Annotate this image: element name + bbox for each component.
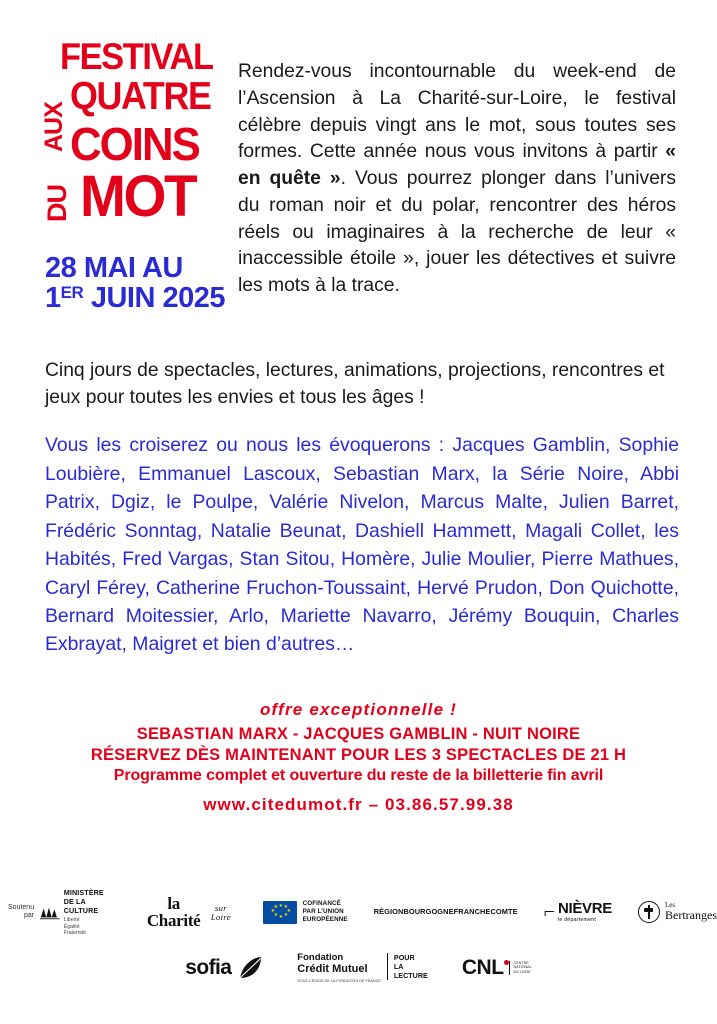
eu-line-1: COFINANCÉ [302,899,341,907]
date-line-2 [45,281,245,314]
cnl-dot-icon [504,960,509,965]
region-line-3: FRANCHE [453,907,491,917]
logo-region-bourgogne-franche-comte [374,907,518,917]
festival-dates [45,254,245,313]
cnl-subtitle [509,961,532,975]
region-line-2: BOURGOGNE [403,907,454,917]
fondation-right-line-2: LA [393,961,404,971]
fondation-line-3: SOUS L’ÉGIDE DE LA FONDATION DE FRANCE [297,978,381,983]
bertranges-line-1: Les [665,901,676,910]
nievre-mark-icon: ⌐ [543,901,555,924]
logo-cnl [462,956,532,980]
offer-contact[interactable]: www.citedumot.fr – 03.86.57.99.38 [203,795,514,814]
cnl-sub-line-3: DU LIVRE [513,969,531,974]
intro-highlight: « en quête » [238,141,676,190]
ministere-line-1: MINISTÈRE [63,888,104,897]
intro-text-part-1: Rendez-vous incontournable du week-end de l’Ascension à La Charité-sur-Loire, le festival célèbre depuis vingt ans le mot, sous toutes ses formes. Cette année nous vous invitons à partir [238,61,676,163]
fondation-right-line-3: LECTURE [393,970,428,980]
logo-les-bertranges [638,901,717,923]
special-offer-block [0,700,717,815]
fondation-pour-la-lecture [387,953,428,980]
eu-flag-icon: ★ ★ ★ ★ ★ ★ ★ ★ [263,901,297,924]
summary-paragraph: Cinq jours de spectacles, lectures, animations, projections, rencontres et jeux pour toutes les envies et tous les âges ! [45,360,665,409]
bertranges-tree-icon [638,901,660,923]
soutenu-par-label: Soutenu par [8,903,35,920]
partner-logos-row-2 [0,953,717,983]
bertranges-line-2: Bertranges [665,908,717,923]
cnl-sub-line-2: NATIONAL [513,965,532,970]
fondation-line-1: Fondation [297,951,344,963]
logo-word-festival: FESTIVAL [60,36,213,77]
marianne-icon [40,904,60,921]
sofia-leaf-icon [237,955,263,981]
eu-text [303,900,348,925]
logo-sofia [185,955,263,981]
eu-line-3: EUROPÉENNE [302,916,348,924]
date-line-1: 28 MAI AU [45,252,183,284]
intro-text-part-2: . Vous pourrez plonger dans l’univers du roman noir et du polar, rencontrer des héros réels ou imaginaires à la recherche de leur « inaccessible étoile », jouer les détectives et suivre les mots à la trace. [238,168,676,297]
logo-la-charite-sur-loire [142,895,237,929]
region-line-1: RÉGION [373,907,404,917]
logo-word-du: DU [42,185,72,222]
nievre-text [558,901,612,923]
eu-line-2: PAR L’UNION [302,908,344,916]
logo-word-mot: MOT [80,164,196,229]
logo-word-aux: AUX [40,102,68,152]
date-month-year: JUIN 2025 [90,281,225,314]
cnl-letters: CNL [461,955,504,979]
sofia-text: sofia [185,955,232,979]
offer-shows: SEBASTIAN MARX - JACQUES GAMBLIN - NUIT NOIRE [136,725,581,743]
logo-union-europeenne [263,900,348,925]
charite-line-1: la Charité [146,894,201,931]
offer-headline: offre exceptionnelle ! [259,700,458,719]
ministere-text [64,888,116,937]
date-day-number: 1 [45,281,61,314]
bertranges-text [665,902,717,922]
logo-word-quatre: QUATRE [70,75,211,118]
logo-fondation-credit-mutuel [297,953,428,983]
logo-ministere-culture [0,888,116,937]
guests-list: Vous les croiserez ou nous les évoquerons : Jacques Gamblin, Sophie Loubière, Emmanuel Lascoux, Sebastian Marx, la Série Noire, Abbi Patrix, Dgiz, le Poulpe, Valérie Nivelon, Marcus Malte, Julien Barret, Frédéric Sonntag, Natalie Beunat, Dashiell Hammett, Magali Collet, les Habités, Fred Vargas, Stan Sitou, Homère, Julie Moulier, Pierre Mathues, Caryl Férey, Catherine Fruchon-Toussaint, Hervé Prudon, Don Quichotte, Bernard Moitessier, Arlo, Mariette Navarro, Jérémy Bouquin, Charles Exbrayat, Maigret et bien d’autres… [45,434,679,656]
nievre-line-2: le département [557,917,597,924]
fondation-text [297,953,381,983]
cnl-sub-line-1: CENTRE [513,960,529,965]
partner-logos-row-1 [0,888,717,937]
ministere-line-2: DE LA CULTURE [63,897,99,915]
fondation-right-line-1: POUR [393,952,415,962]
nievre-line-1: NIÈVRE [557,900,613,918]
offer-reservation: RÉSERVEZ DÈS MAINTENANT POUR LES 3 SPECTACLES DE 21 H [90,746,627,764]
region-line-4: COMTE [490,907,518,917]
fondation-line-2: Crédit Mutuel [297,963,368,976]
charite-line-2: sur Loire [210,903,231,922]
offer-program-note: Programme complet et ouverture du reste de la billetterie fin avril [113,767,604,784]
logo-word-coins: COINS [70,118,199,170]
cnl-text [462,956,504,980]
logo-nievre-departement [544,901,612,923]
devise-republique: Liberté Égalité Fraternité [63,917,86,936]
partner-logos [0,888,717,983]
date-ordinal-suffix: ER [60,282,84,302]
intro-paragraph [238,59,676,299]
